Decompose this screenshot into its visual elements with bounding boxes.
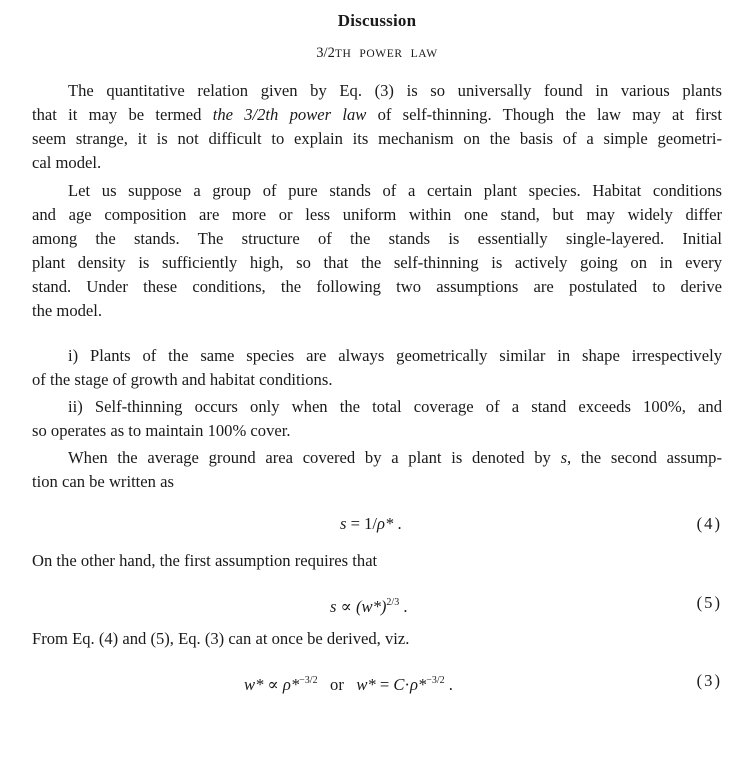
eq-term: s <box>340 514 347 533</box>
text-run: When the average ground area covered by a plant is denoted by <box>68 448 561 467</box>
text-line: among the stands. The structure of the stands is essentially single-layered. Initial <box>32 229 722 248</box>
text-run: , the second assump- <box>567 448 722 467</box>
subtitle-word-power: POWER <box>359 48 403 60</box>
paragraph-first-assumption: On the other hand, the first assumption requires that <box>32 551 378 570</box>
equation-number-3: (3) <box>696 671 722 690</box>
text-run: that it may be termed <box>32 105 213 124</box>
text-run: of self-thinning. Though the law may at first <box>366 105 722 124</box>
subtitle-fraction: 3/2 <box>316 45 335 61</box>
eq-period: . <box>399 597 408 616</box>
text-line: The quantitative relation given by Eq. (3) is so universally found in various plants <box>68 81 722 100</box>
section-subtitle <box>32 45 722 62</box>
eq-term: ρ* <box>409 675 427 694</box>
eq-term: (w*) <box>356 597 387 616</box>
eq-term: w* <box>244 675 264 694</box>
eq-or: or <box>317 675 357 694</box>
assumption-ii-cont: so operates as to maintain 100% cover. <box>32 421 291 440</box>
eq-operator: = 1/ <box>346 514 378 533</box>
equation-3-expression <box>244 669 453 697</box>
assumption-ii: ii) Self-thinning occurs only when the total coverage of a stand exceeds 100%, and <box>68 397 722 416</box>
text-line: Let us suppose a group of pure stands of a certain plant species. Habitat conditions <box>68 181 722 200</box>
eq-period: . <box>393 514 402 533</box>
eq-constant: C <box>393 675 405 694</box>
eq-exponent: 2/3 <box>386 597 400 608</box>
term-italic: the 3/2th power law <box>212 105 367 124</box>
eq-term: ρ* <box>282 675 300 694</box>
eq-term: w* <box>356 675 376 694</box>
text-line: tion can be written as <box>32 472 174 491</box>
equation-4-expression <box>340 512 402 536</box>
eq-operator: ∝ <box>336 597 356 616</box>
eq-operator: = <box>375 675 394 694</box>
subtitle-suffix: TH <box>334 48 352 60</box>
text-line: plant density is sufficiently high, so that the self-thinning is actively going on in every <box>32 253 722 272</box>
text-line: stand. Under these conditions, the following two assumptions are postulated to derive <box>32 277 722 296</box>
assumption-i-cont: of the stage of growth and habitat conditions. <box>32 370 333 389</box>
text-line: the model. <box>32 301 103 320</box>
eq-operator: · <box>404 675 410 694</box>
equation-number-5: (5) <box>696 593 722 612</box>
text-line: seem strange, it is not difficult to explain its mechanism on the basis of a simple geometri- <box>32 129 722 148</box>
subtitle-word-law: LAW <box>410 48 438 60</box>
text-line <box>32 446 722 470</box>
assumption-i: i) Plants of the same species are always geometrically similar in shape irrespectively <box>68 346 722 365</box>
section-title: Discussion <box>337 11 417 30</box>
eq-period: . <box>444 675 453 694</box>
text-line <box>32 103 722 127</box>
equation-number-4: (4) <box>696 514 722 533</box>
text-line: cal model. <box>32 153 102 172</box>
paragraph-derivation: From Eq. (4) and (5), Eq. (3) can at once be derived, viz. <box>32 629 410 648</box>
variable-s: s <box>560 448 568 467</box>
eq-operator: ∝ <box>263 675 283 694</box>
eq-exponent: −3/2 <box>426 675 445 686</box>
equation-5-expression <box>330 591 408 619</box>
eq-term: ρ* <box>377 514 394 533</box>
eq-exponent: −3/2 <box>299 675 318 686</box>
eq-term: s <box>330 597 337 616</box>
text-line: and age composition are more or less uniform within one stand, but may widely differ <box>32 205 722 224</box>
